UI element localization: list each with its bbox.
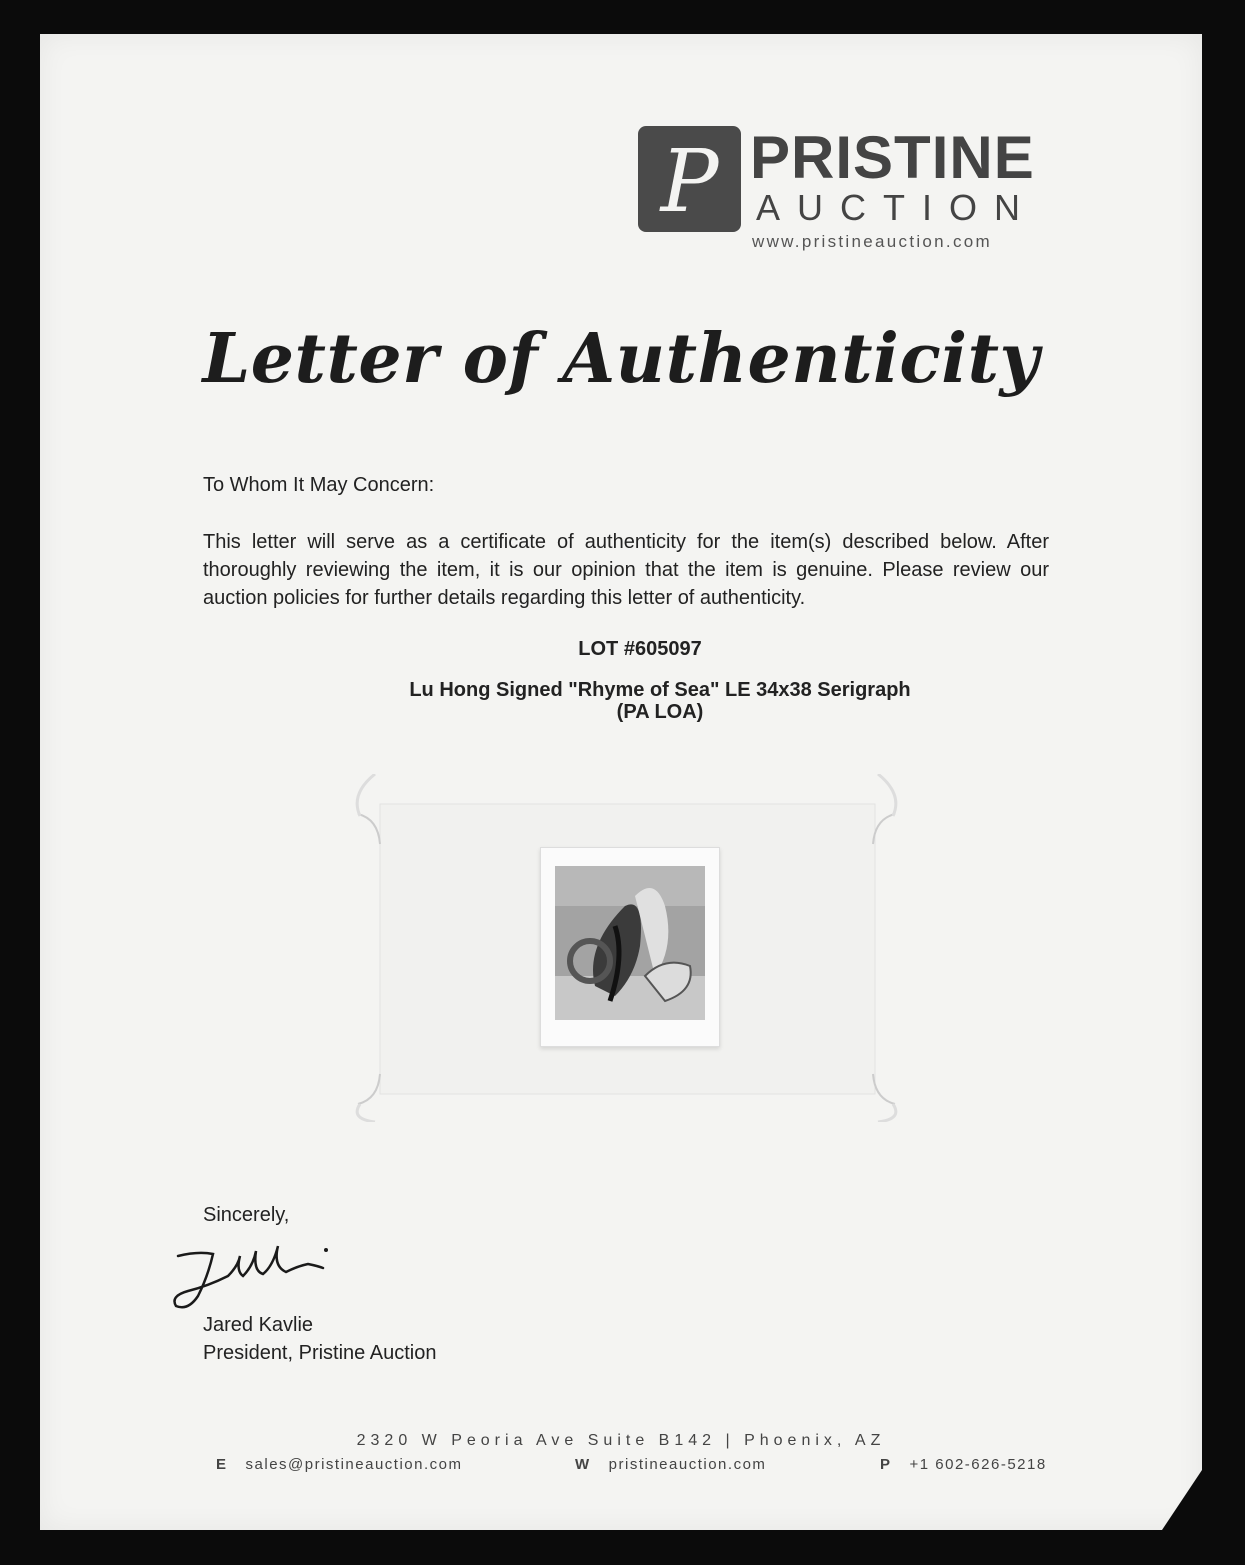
letter-body: This letter will serve as a certificate of authenticity for the item(s) described below. After thoroughly reviewing the item, it is our opinion that the item is genuine. Please review our auction policies for further details regarding this letter of authenticity.: [203, 531, 1049, 609]
letter-paper: [40, 34, 1202, 1530]
letter-title: Letter of Authenticity: [202, 319, 1040, 399]
page-corner-fold: [1162, 1470, 1202, 1530]
item-photo: [350, 774, 903, 1122]
signer-name: Jared Kavlie: [203, 1314, 314, 1336]
footer-email-value: sales@pristineauction.com: [245, 1456, 463, 1473]
footer-email-key: E: [216, 1456, 228, 1473]
footer-address: 2320 W Peoria Ave Suite B142 | Phoenix, AZ: [356, 1432, 886, 1449]
footer-phone: [880, 1456, 1047, 1473]
footer-web: [575, 1456, 766, 1473]
item-description: [40, 679, 1245, 723]
closing: Sincerely,: [203, 1204, 290, 1226]
footer-email: [216, 1456, 463, 1473]
artwork-mat: [540, 847, 720, 1047]
artwork-image: [555, 866, 705, 1020]
salutation: To Whom It May Concern:: [203, 474, 435, 496]
footer-phone-key: P: [880, 1456, 892, 1473]
logo-monogram-box: [638, 126, 741, 232]
footer-web-key: W: [575, 1456, 591, 1473]
logo-url: www.pristineauction.com: [752, 232, 992, 251]
item-description-line1: Lu Hong Signed "Rhyme of Sea" LE 34x38 Serigraph: [409, 679, 911, 701]
logo-subbrand: AUCTION: [756, 187, 1037, 228]
footer-web-value: pristineauction.com: [608, 1456, 767, 1473]
item-description-line2: (PA LOA): [616, 701, 704, 723]
pristine-auction-logo: [638, 126, 1058, 256]
signature: [168, 1236, 338, 1316]
signer-title: President, Pristine Auction: [203, 1342, 437, 1364]
lot-number: LOT #605097: [578, 638, 702, 660]
footer-phone-value: +1 602-626-5218: [909, 1456, 1047, 1473]
logo-brand: PRISTINE: [750, 124, 1035, 191]
logo-monogram: P: [660, 132, 719, 232]
